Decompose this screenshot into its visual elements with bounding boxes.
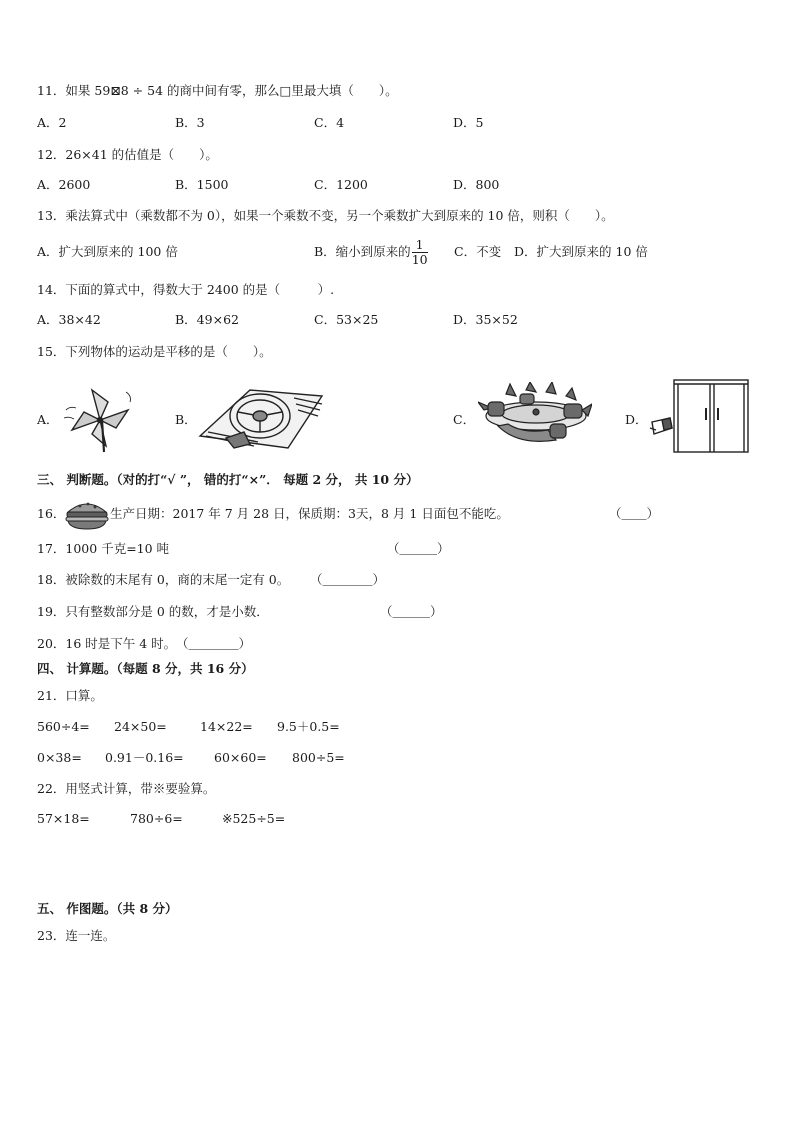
q12-option-b[interactable]: B．1500 — [175, 177, 229, 192]
q13-option-d[interactable]: D．扩大到原来的 10 倍 — [514, 244, 648, 259]
q14-option-b[interactable]: B．49×62 — [175, 312, 239, 327]
q15-option-b-label[interactable]: B． — [175, 412, 197, 427]
sliding-door-icon[interactable] — [648, 378, 752, 454]
q11-stem: 11．如果 59⊠8 ÷ 54 的商中间有零，那么□里最大填（ ）。 — [37, 83, 398, 98]
q21-stem: 21．口算。 — [37, 688, 103, 703]
bread-icon — [64, 498, 110, 530]
q13-stem: 13．乘法算式中（乘数都不为 0），如果一个乘数不变，另一个乘数扩大到原来的 10 倍，则积（ ）。 — [37, 208, 614, 223]
q11-option-c[interactable]: C．4 — [314, 115, 345, 130]
q21-item: 560÷4= — [37, 719, 90, 734]
fraction-denominator: 10 — [411, 252, 428, 267]
q17-text: 17．1000 千克=10 吨 — [37, 541, 170, 556]
q12-option-c[interactable]: C．1200 — [314, 177, 368, 192]
section-4-title: 四、 计算题。（每题 8 分，共 16 分） — [37, 661, 254, 676]
q16-number: 16． — [37, 506, 66, 521]
q21-item: 60×60= — [214, 750, 267, 765]
q21-item: 9.5＋0.5= — [277, 719, 340, 734]
q19-answer-blank[interactable]: （＿＿＿） — [380, 604, 443, 619]
q11-option-d[interactable]: D．5 — [453, 115, 484, 130]
q11-option-a[interactable]: A．2 — [37, 115, 67, 130]
q18-text: 18．被除数的末尾有 0，商的末尾一定有 0。 — [37, 572, 290, 587]
fraction — [412, 238, 428, 267]
q17-answer-blank[interactable]: （＿＿＿） — [387, 541, 450, 556]
q14-option-c[interactable]: C．53×25 — [314, 312, 379, 327]
q12-option-d[interactable]: D．800 — [453, 177, 500, 192]
q15-stem: 15．下列物体的运动是平移的是（ ）。 — [37, 344, 272, 359]
section-3-title: 三、 判断题。（对的打“√ ”， 错的打“×”． 每题 2 分， 共 10 分） — [37, 472, 419, 487]
q18-answer-blank[interactable]: （＿＿＿＿） — [310, 572, 386, 587]
q22-stem: 22．用竖式计算，带※要验算。 — [37, 781, 216, 796]
q11-option-b[interactable]: B．3 — [175, 115, 205, 130]
q21-item: 24×50= — [114, 719, 167, 734]
q21-item: 14×22= — [200, 719, 253, 734]
q15-option-a-label[interactable]: A． — [37, 412, 59, 427]
q13-option-b[interactable] — [314, 236, 429, 268]
steering-wheel-icon[interactable] — [198, 382, 324, 452]
q14-stem: 14．下面的算式中，得数大于 2400 的是（ ）. — [37, 282, 335, 297]
q14-option-a[interactable]: A．38×42 — [37, 312, 101, 327]
q20-text: 20．16 时是下午 4 时。 — [37, 636, 177, 651]
q15-option-c-label[interactable]: C． — [453, 412, 476, 427]
q15-option-d-label[interactable]: D． — [625, 412, 648, 427]
q16-answer-blank[interactable]: （＿＿） — [609, 506, 660, 521]
q21-item: 0.91－0.16= — [105, 750, 184, 765]
pinwheel-icon[interactable] — [62, 380, 140, 454]
q21-item: 800÷5= — [292, 750, 345, 765]
q12-stem: 12．26×41 的估值是（ ）。 — [37, 147, 218, 162]
q22-item: 57×18= — [37, 811, 90, 826]
q20-answer-blank[interactable]: （＿＿＿＿） — [176, 636, 252, 651]
q13-option-a[interactable]: A．扩大到原来的 100 倍 — [37, 244, 178, 259]
q19-text: 19．只有整数部分是 0 的数，才是小数． — [37, 604, 269, 619]
section-5-title: 五、 作图题。（共 8 分） — [37, 901, 178, 916]
carousel-icon[interactable] — [478, 382, 592, 450]
q22-item: ※525÷5= — [222, 811, 286, 826]
q23-stem: 23．连一连。 — [37, 928, 116, 943]
q22-item: 780÷6= — [130, 811, 183, 826]
q14-option-d[interactable]: D．35×52 — [453, 312, 518, 327]
q13-option-c[interactable]: C．不变 — [454, 244, 502, 259]
q13-option-b-prefix: B．缩小到原来的 — [314, 244, 411, 259]
q21-item: 0×38= — [37, 750, 82, 765]
fraction-numerator: 1 — [412, 238, 428, 253]
q16-text: 生产日期：2017 年 7 月 28 日，保质期：3天，8 月 1 日面包不能吃。 — [110, 506, 509, 521]
q12-option-a[interactable]: A．2600 — [37, 177, 91, 192]
